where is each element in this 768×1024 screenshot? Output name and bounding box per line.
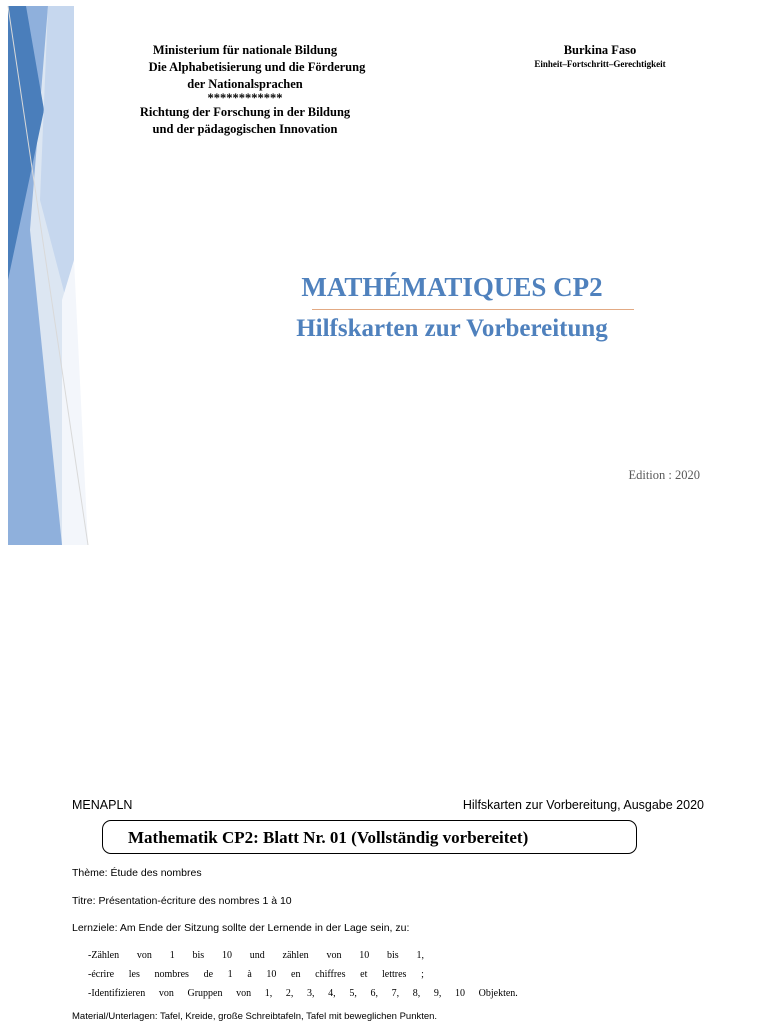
cover-banner-graphic	[0, 0, 100, 545]
objective-word: à	[247, 969, 252, 980]
objective-word: 1,	[416, 950, 424, 961]
country-header	[520, 42, 680, 70]
objective-word: -Zählen	[88, 950, 120, 961]
ministry-line: der Nationalsprachen	[187, 76, 303, 91]
objective-word: 4,	[328, 988, 336, 999]
country-name: Burkina Faso	[563, 43, 637, 57]
theme-field: Thème: Étude des nombres	[72, 867, 202, 879]
objective-word: lettres	[382, 969, 407, 980]
objective-word: Objekten.	[478, 988, 518, 999]
objective-word: 7,	[391, 988, 400, 999]
objective-item	[88, 950, 424, 961]
objective-word: et	[360, 969, 368, 980]
objective-word: chiffres	[315, 969, 346, 980]
objective-word: von	[236, 988, 252, 999]
objective-word: en	[291, 969, 301, 980]
title-underline	[312, 309, 634, 310]
objective-item	[88, 969, 424, 980]
objective-word: 10	[266, 969, 277, 980]
objective-word: 1,	[264, 988, 273, 999]
objective-word: 10	[359, 950, 370, 961]
objective-word: nombres	[154, 969, 189, 980]
objective-word: les	[128, 969, 140, 980]
objective-word: 3,	[307, 988, 315, 999]
page-header-left: MENAPLN	[72, 798, 133, 812]
objective-word: und	[249, 950, 265, 961]
objective-word: von	[136, 950, 152, 961]
cover-subtitle: Hilfskarten zur Vorbereitung	[296, 315, 608, 342]
objective-word: 8,	[412, 988, 421, 999]
objective-word: Gruppen	[187, 988, 223, 999]
objective-word: 5,	[349, 988, 357, 999]
objective-word: 9,	[433, 988, 442, 999]
objective-word: bis	[192, 950, 205, 961]
objective-item	[88, 988, 518, 999]
ministry-line: Richtung der Forschung in der Bildung	[139, 105, 351, 120]
objective-word: 2,	[285, 988, 294, 999]
country-motto: Einheit–Fortschritt–Gerechtigkeit	[534, 59, 666, 69]
objective-word: von	[326, 950, 342, 961]
titre-field: Titre: Présentation-écriture des nombres 1 à 10	[72, 895, 292, 907]
objective-word: ;	[421, 969, 424, 980]
objective-word: 10	[221, 950, 232, 961]
objective-word: 10	[455, 988, 466, 999]
objective-word: -Identifizieren	[88, 988, 146, 999]
objective-word: zählen	[282, 950, 309, 961]
objectives-intro: Lernziele: Am Ende der Sitzung sollte der Lernende in der Lage sein, zu:	[72, 922, 410, 934]
edition-label: Edition : 2020	[628, 468, 700, 482]
cover-title: MATHÉMATIQUES CP2	[301, 272, 603, 302]
ministry-line: Ministerium für nationale Bildung	[152, 43, 338, 57]
ministry-separator: ************	[207, 91, 283, 106]
ministry-header	[110, 42, 380, 138]
sheet-title: Mathematik CP2: Blatt Nr. 01 (Vollständig vorbereitet)	[128, 828, 529, 847]
objective-word: 1	[227, 969, 233, 980]
objective-word: 6,	[370, 988, 378, 999]
banner-white-shape	[62, 260, 88, 545]
objective-word: de	[203, 969, 214, 980]
ministry-line: und der pädagogischen Innovation	[152, 122, 338, 137]
page-header-right: Hilfskarten zur Vorbereitung, Ausgabe 2020	[462, 798, 704, 812]
objective-word: von	[158, 988, 174, 999]
objective-word: 1	[169, 950, 175, 961]
objective-word: -écrire	[88, 969, 115, 980]
ministry-line: Die Alphabetisierung und die Förderung	[148, 59, 366, 74]
material-field: Material/Unterlagen: Tafel, Kreide, große Schreibtafeln, Tafel mit beweglichen Punkten.	[72, 1011, 438, 1022]
objective-word: bis	[387, 950, 399, 961]
